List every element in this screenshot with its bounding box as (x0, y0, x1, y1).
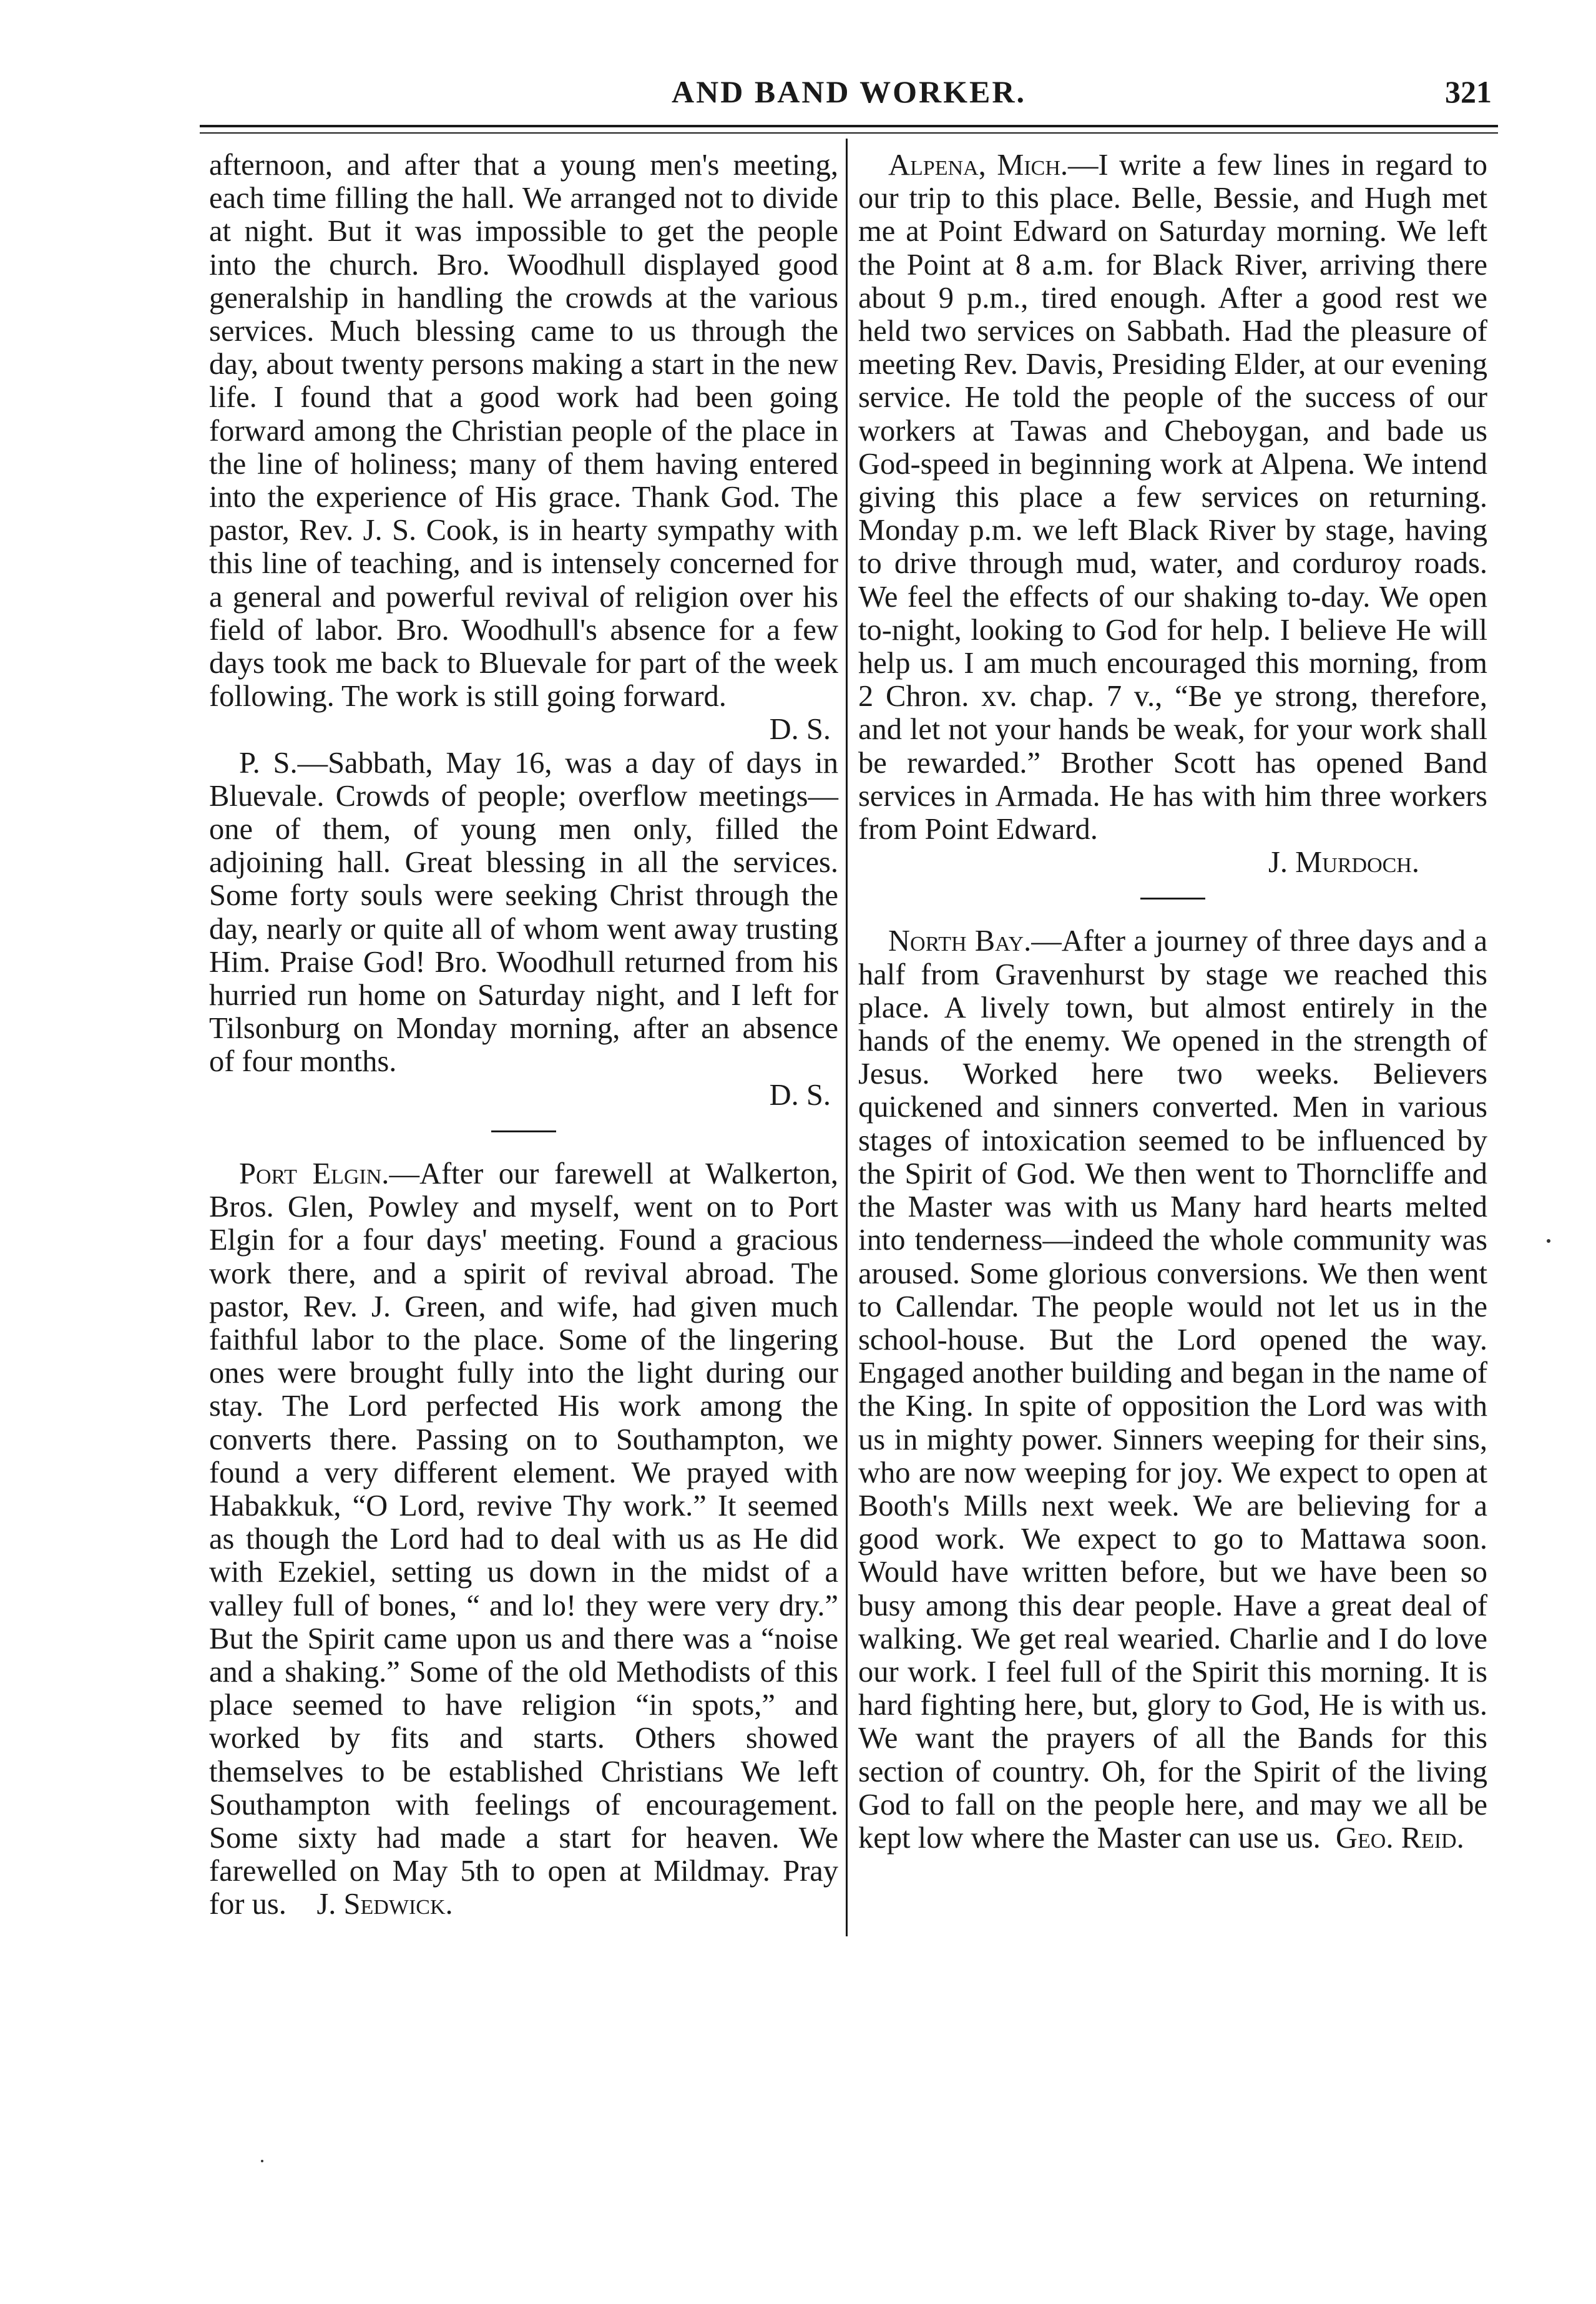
alpena-report (858, 149, 1487, 846)
column-divider (846, 139, 848, 1936)
signature-murdoch (858, 846, 1487, 879)
section-rule (1140, 898, 1205, 900)
article-continuation: afternoon, and after that a young men's meeting, each time filling the hall. We arranged not to divide at night. But it was impossible to get the people into the church. Bro. Woodhull displayed good generalship in handling the crowds at the various services. Much blessing came to us through the day, about twenty persons making a start in the new life. I found that a good work had been going forward among the Christian people of the place in the line of holiness; many of them having entered into the experience of His grace. Thank God. The pastor, Rev. J. S. Cook, is in hearty sympathy with this line of teaching, and is intensely concerned for a general and powerful revival of religion over his field of labor. Bro. Woodhull's absence for a few days took me back to Bluevale for part of the week following. The work is still going forward. (209, 149, 838, 713)
section-rule (491, 1130, 556, 1132)
page-number: 321 (1445, 74, 1492, 109)
signature-sedwick: J. Sedwick. (316, 1888, 453, 1921)
alpena-body: —I write a few lines in regard to our trip to this place. Belle, Bessie, and Hugh met me at Point Edward on Saturday morning. We left the Point at 8 a.m. for Black River, arriving there about 9 p.m., tired enough. After a good rest we held two services on Sabbath. Had the pleasure of meeting Rev. Davis, Presiding Elder, at our evening service. He told the people of the success of our workers at Tawas and Cheboygan, and bade us God-speed in beginning work at Alpena. We intend giving this place a few services on returning. Monday p.m. we left Black River by stage, having to drive through mud, water, and corduroy roads. We feel the effects of our shaking to-day. We open to-night, looking to God for help. I believe He will help us. I am much encouraged this morning, from 2 Chron. xv. chap. 7 v., “Be ye strong, therefore, and let not your hands be weak, for your work shall be rewarded.” Brother Scott has opened Band services in Armada. He has with him three workers from Point Edward. (858, 149, 1487, 846)
north-bay-heading: North Bay. (888, 924, 1032, 958)
signature-murdoch-text: J. Murdoch. (1268, 846, 1419, 880)
running-head: AND BAND WORKER. (672, 74, 1026, 109)
signature-ds-2: D. S. (769, 1078, 831, 1112)
signature-reid: Geo. Reid. (1336, 1821, 1464, 1855)
port-elgin-heading: Port Elgin. (239, 1157, 389, 1190)
north-bay-report (858, 924, 1487, 1855)
port-elgin-body: —After our farewell at Walkerton, Bros. Glen, Powley and myself, went on to Port Elgin for a four days' meeting. Found a gracious work there, and a spirit of revival abroad. The pastor, Rev. J. Green, and wife, had given much faithful labor to the place. Some of the lingering ones were brought fully into the light during our stay. The Lord perfected His work among the converts there. Passing on to Southampton, we found a very different element. We prayed with Habakkuk, “O Lord, revive Thy work.” It seemed as though the Lord had to deal with us as He did with Ezekiel, setting us down in the midst of a valley full of bones, “ and lo! they were very dry.” But the Spirit came upon us and there was a “noise and a shaking.” Some of the old Methodists of this place seemed to have religion “in spots,” and worked by fits and starts. Others showed themselves to be established Christians We left Southampton with feelings of encouragement. Some sixty had made a start for heaven. We farewelled on May 5th to open at Mildmay. Pray for us. (209, 1157, 838, 1921)
port-elgin-report (209, 1157, 838, 1921)
stray-mark (261, 2160, 263, 2162)
stray-mark (1547, 1239, 1550, 1243)
signature-ds-1: D. S. (769, 713, 831, 747)
north-bay-body: —After a journey of three days and a half from Gravenhurst by stage we reached this place. A lively town, but almost entirely in the hands of the enemy. We opened in the strength of Jesus. Worked here two weeks. Believers quickened and sinners converted. Men in various stages of intoxication seemed to be influenced by the Spirit of God. We then went to Thorncliffe and the Master was with us Many hard hearts melted into tenderness—indeed the whole community was aroused. Some glorious conversions. We then went to Callendar. The people would not let us in the school-house. But the Lord opened the way. Engaged another building and began in the name of the King. In spite of opposition the Lord was with us in mighty power. Sinners weeping for their sins, who are now weeping for joy. We expect to open at Booth's Mills next week. We are believing for a good work. We expect to go to Mattawa soon. Would have written before, but we have been so busy among this dear people. Have a great deal of walking. We get real wearied. Charlie and I do love our work. I feel full of the Spirit this morning. It is hard fighting here, but, glory to God, He is with us. We want the prayers of all the Bands for this section of country. Oh, for the Spirit of the living God to fall on the people here, and may we all be kept low where the Master can use us. (858, 924, 1488, 1855)
header-rule-thin (200, 132, 1498, 134)
header-rule-thick (200, 125, 1498, 127)
left-column (209, 149, 838, 1921)
alpena-heading: Alpena, Mich. (888, 149, 1069, 182)
page-header (200, 74, 1498, 130)
postscript-paragraph: P. S.—Sabbath, May 16, was a day of days in Bluevale. Crowds of people; overflow meetings—one of them, of young men only, filled the adjoining hall. Great blessing in all the services. Some forty souls were seeking Christ through the day, nearly or quite all of whom went away trusting Him. Praise God! Bro. Woodhull returned from his hurried run home on Saturday night, and I left for Tilsonburg on Monday morning, after an absence of four months. (209, 746, 838, 1079)
right-column (858, 149, 1487, 1855)
